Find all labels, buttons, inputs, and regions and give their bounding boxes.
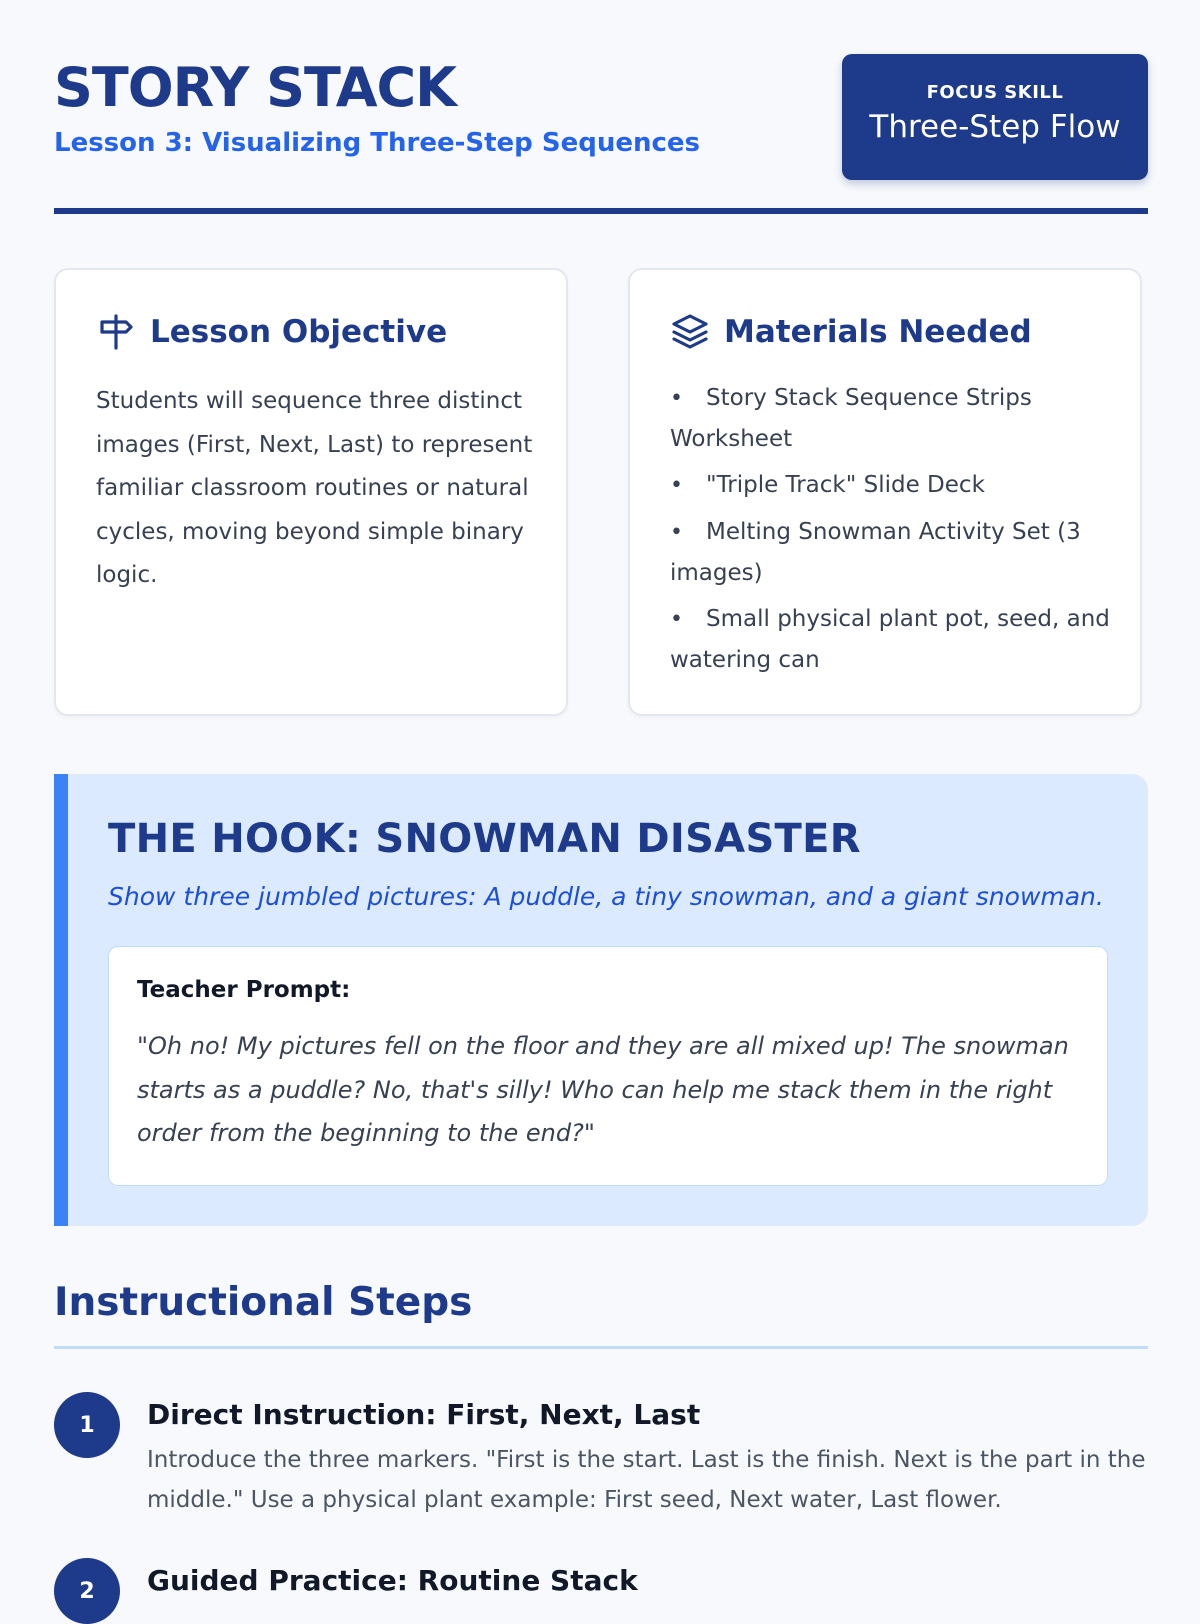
page-header [54, 0, 1148, 214]
page-title: STORY STACK [54, 56, 456, 119]
material-item: Melting Snowman Activity Set (3 images) [670, 519, 1081, 586]
step-number: 2 [54, 1558, 120, 1624]
step-title: Guided Practice: Routine Stack [147, 1564, 638, 1597]
list-item: • Small physical plant pot, seed, and watering can [670, 606, 1110, 673]
teacher-prompt-box [108, 946, 1108, 1186]
materials-list [670, 378, 1110, 686]
objective-text: Students will sequence three distinct images (First, Next, Last) to represent familiar classroom routines or natural cycles, moving beyond simple binary logic. [96, 388, 533, 588]
hook-description: Show three jumbled pictures: A puddle, a tiny snowman, and a giant snowman. [108, 882, 1104, 911]
objective-header [96, 312, 447, 352]
steps-title: Instructional Steps [54, 1280, 473, 1325]
focus-skill-value: Three-Step Flow [869, 109, 1121, 145]
steps-divider [54, 1346, 1148, 1349]
hook-title: THE HOOK: SNOWMAN DISASTER [108, 816, 861, 862]
objective-card [54, 268, 568, 716]
header-divider [54, 208, 1148, 214]
hook-section [54, 774, 1148, 1226]
material-item: "Triple Track" Slide Deck [706, 472, 985, 498]
teacher-prompt-label: Teacher Prompt: [137, 977, 351, 1003]
list-item: • "Triple Track" Slide Deck [670, 472, 985, 498]
material-item: Story Stack Sequence Strips Worksheet [670, 385, 1032, 452]
lesson-page [54, 0, 1148, 1604]
material-item: Small physical plant pot, seed, and watering can [670, 606, 1110, 673]
list-item: • Melting Snowman Activity Set (3 images) [670, 519, 1081, 586]
step-title: Direct Instruction: First, Next, Last [147, 1398, 701, 1431]
lesson-subtitle: Lesson 3: Visualizing Three-Step Sequences [54, 128, 700, 158]
signpost-icon [96, 312, 136, 352]
materials-header [670, 312, 1032, 352]
step-body: Introduce the three markers. "First is the start. Last is the finish. Next is the part in the middle." Use a physical plant example: First seed, Next water, Last flower. [147, 1447, 1146, 1513]
step-number: 1 [54, 1392, 120, 1458]
objective-title: Lesson Objective [150, 314, 448, 350]
materials-card [628, 268, 1142, 716]
materials-title: Materials Needed [724, 314, 1032, 350]
layers-icon [670, 312, 710, 352]
focus-skill-badge [842, 54, 1148, 180]
list-item: • Story Stack Sequence Strips Worksheet [670, 385, 1032, 452]
info-cards [54, 268, 1148, 720]
teacher-prompt-text: "Oh no! My pictures fell on the floor and they are all mixed up! The snowman starts as a puddle? No, that's silly! Who can help me stack them in the right order from the beginning to the end?" [137, 1032, 1069, 1147]
focus-skill-label: FOCUS SKILL [926, 82, 1064, 103]
